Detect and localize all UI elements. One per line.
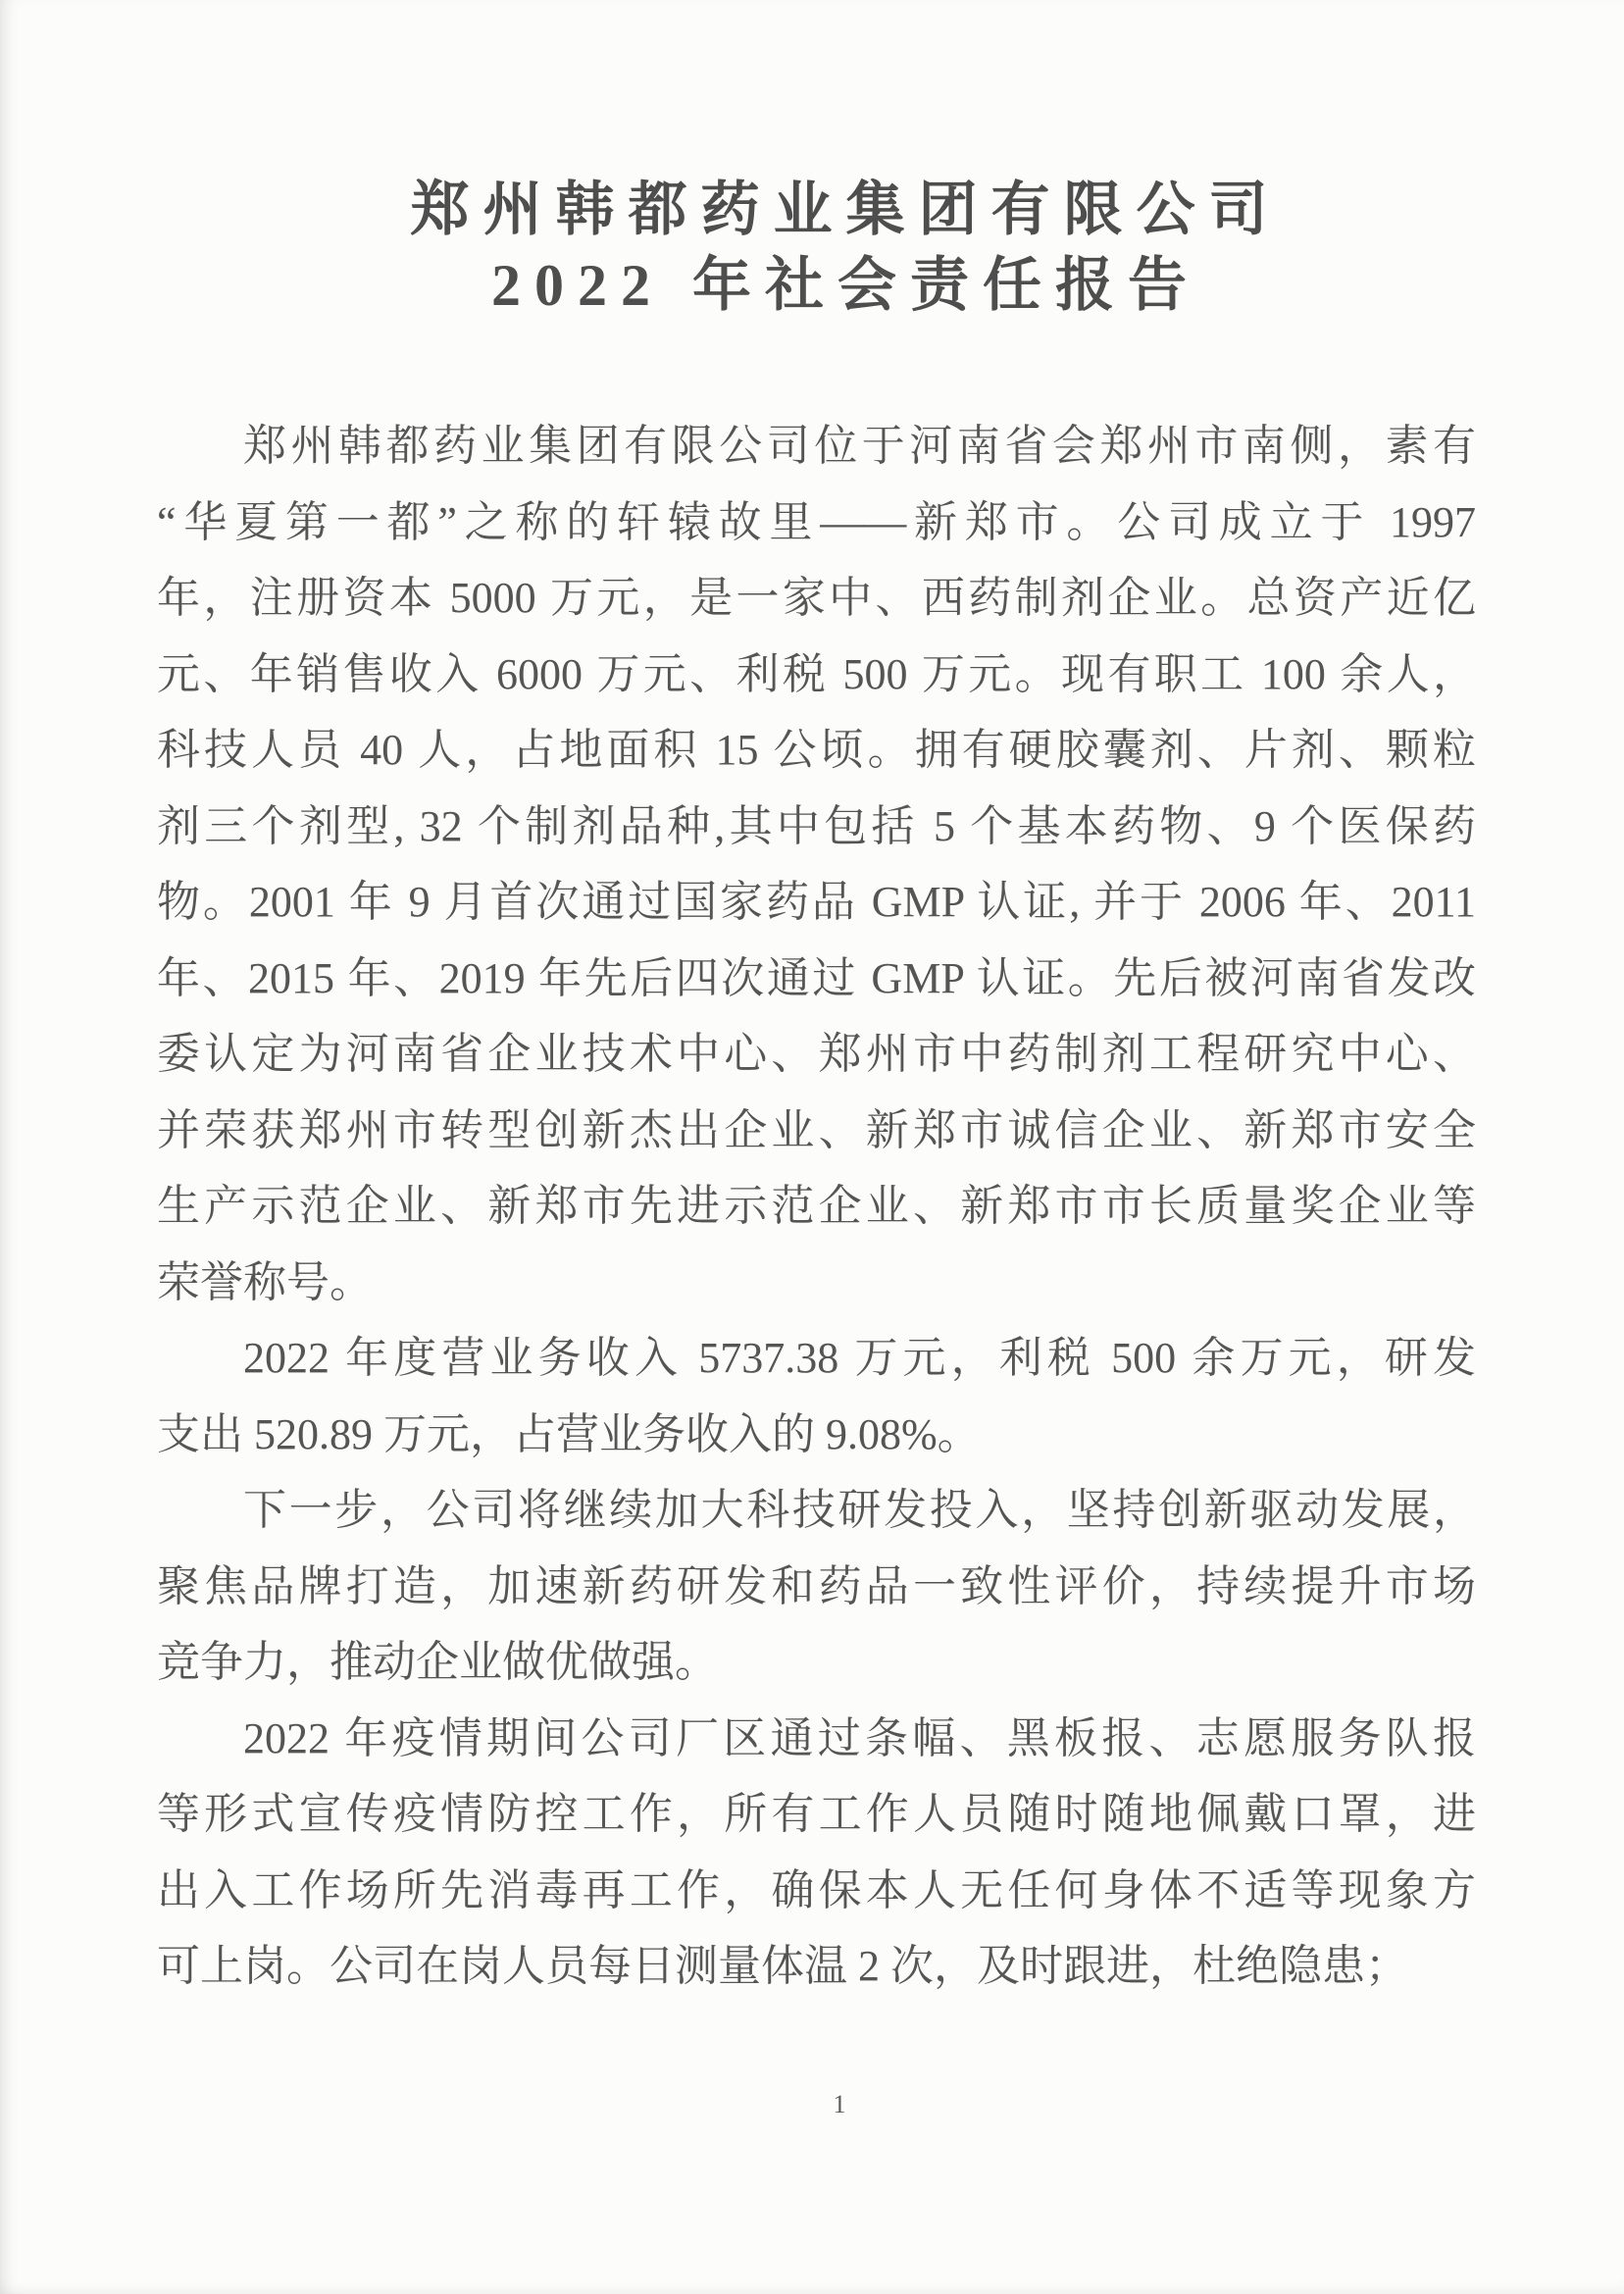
- body-line: 可上岗。公司在岗人员每日测量体温 2 次，及时跟进，杜绝隐患；: [157, 1942, 1408, 1990]
- body-line: 委认定为河南省企业技术中心、郑州市中药制剂工程研究中心、: [157, 1030, 1476, 1078]
- document-title: [157, 173, 1505, 324]
- body-line: 物。2001 年 9 月首次通过国家药品 GMP 认证, 并于 2006 年、2011: [157, 878, 1476, 926]
- body-line: 2022 年度营业务收入 5737.38 万元，利税 500 余万元，研发: [243, 1334, 1476, 1382]
- paragraph-1: [157, 408, 1476, 1320]
- body-line: 郑州韩都药业集团有限公司位于河南省会郑州市南侧，素有: [243, 422, 1476, 470]
- body-line: 出入工作场所先消毒再工作，确保本人无任何身体不适等现象方: [157, 1865, 1476, 1914]
- body-line: 并荣获郑州市转型创新杰出企业、新郑市诚信企业、新郑市安全: [157, 1105, 1476, 1154]
- paragraph-3: [157, 1472, 1476, 1701]
- paragraph-4: [157, 1701, 1476, 2005]
- body-line: “华夏第一都”之称的轩辕故里——新郑市。公司成立于 1997: [157, 497, 1476, 546]
- body-line: 聚焦品牌打造，加速新药研发和药品一致性评价，持续提升市场: [157, 1561, 1476, 1610]
- document-title-line-2: 2022 年社会责任报告: [491, 253, 1200, 318]
- body-line: 年，注册资本 5000 万元，是一家中、西药制剂企业。总资产近亿: [157, 574, 1476, 622]
- body-line: 下一步，公司将继续加大科技研发投入，坚持创新驱动发展，: [243, 1486, 1476, 1534]
- page-number: 1: [833, 2090, 846, 2118]
- body-line: 竞争力，推动企业做优做强。: [157, 1638, 718, 1686]
- body-line: 生产示范企业、新郑市先进示范企业、新郑市市长质量奖企业等: [157, 1182, 1476, 1230]
- paragraph-2: [157, 1320, 1476, 1472]
- body-line: 年、2015 年、2019 年先后四次通过 GMP 认证。先后被河南省发改: [157, 953, 1476, 1002]
- document-title-line-1: 郑州韩都药业集团有限公司: [410, 178, 1282, 242]
- body-line: 剂三个剂型, 32 个制剂品种,其中包括 5 个基本药物、9 个医保药: [157, 801, 1476, 850]
- body-line: 2022 年疫情期间公司厂区通过条幅、黑板报、志愿服务队报: [243, 1713, 1476, 1762]
- body-line: 元、年销售收入 6000 万元、利税 500 万元。现有职工 100 余人，: [157, 649, 1476, 698]
- body-line: 等形式宣传疫情防控工作，所有工作人员随时随地佩戴口罩，进: [157, 1790, 1476, 1838]
- body-line: 科技人员 40 人，占地面积 15 公顷。拥有硬胶囊剂、片剂、颗粒: [157, 726, 1476, 774]
- document-body: [157, 408, 1476, 2005]
- body-line: 荣誉称号。: [157, 1257, 373, 1306]
- body-line: 支出 520.89 万元，占营业务收入的 9.08%。: [157, 1409, 981, 1458]
